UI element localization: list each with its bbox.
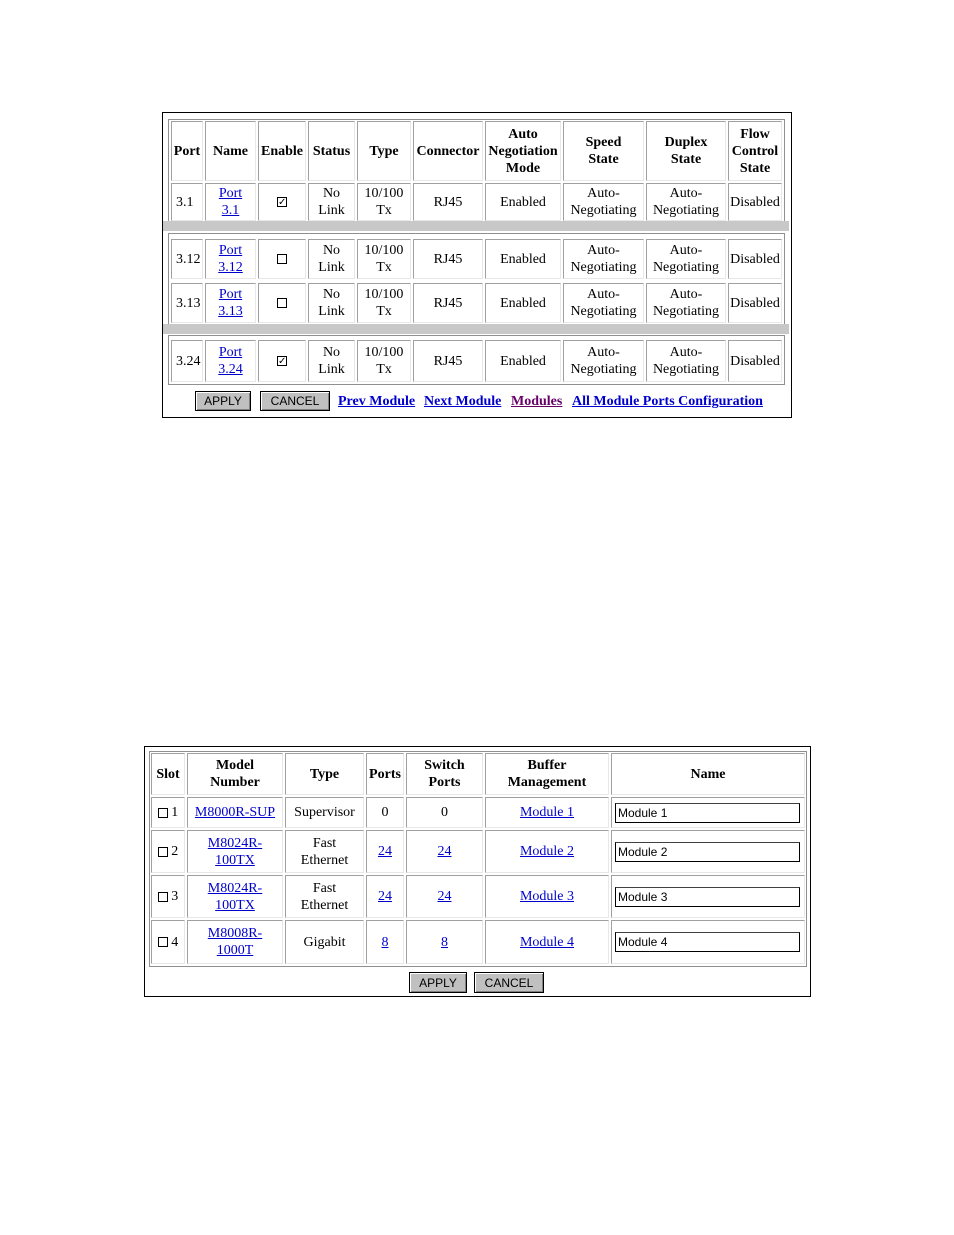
header-slot-label: Slot xyxy=(156,766,180,782)
slot-cell xyxy=(151,797,185,828)
type-line1: Fast xyxy=(312,835,337,851)
duplex-line1: Auto- xyxy=(669,287,703,302)
header-switch-line1: Switch xyxy=(424,758,465,773)
module-name-input[interactable]: Module 2 xyxy=(615,842,800,862)
type-cell xyxy=(285,797,364,828)
flow-cell xyxy=(728,239,782,279)
port-name-link-line2[interactable]: 3.1 xyxy=(221,203,240,218)
model-cell xyxy=(187,797,283,828)
buffer-cell xyxy=(485,875,609,918)
header-flow-line1: Flow xyxy=(740,126,770,142)
port-number-text: 3.24 xyxy=(176,353,201,369)
slot-checkbox[interactable] xyxy=(158,808,168,818)
flow-cell xyxy=(728,283,782,323)
auto-neg-cell xyxy=(485,239,561,279)
duplex-cell xyxy=(646,183,726,221)
duplex-line2: Negotiating xyxy=(652,203,720,218)
enable-cell xyxy=(258,340,306,382)
buffer-link[interactable]: Module 1 xyxy=(519,805,575,820)
modules-panel xyxy=(144,746,811,997)
status-line1: No xyxy=(322,243,341,258)
header-status xyxy=(308,121,355,181)
header-speed-line1: Speed xyxy=(585,135,622,150)
slot-number: 3 xyxy=(171,889,179,904)
connector-cell xyxy=(413,340,483,382)
ports-cell xyxy=(366,920,404,964)
header-duplex-state xyxy=(646,121,726,181)
modules-link[interactable]: Modules xyxy=(511,394,563,409)
status-line1: No xyxy=(322,186,341,201)
status-line2: Link xyxy=(318,260,345,275)
auto-neg-text: Enabled xyxy=(500,353,546,369)
port-name-link-line2[interactable]: 3.24 xyxy=(218,362,243,377)
port-name-link[interactable]: Port xyxy=(218,345,243,360)
header-ports-label: Ports xyxy=(369,766,401,782)
status-line2: Link xyxy=(318,203,345,218)
header-switch-ports xyxy=(406,753,483,795)
auto-neg-cell xyxy=(485,340,561,382)
header-buffer-line2: Management xyxy=(507,775,587,790)
connector-text: RJ45 xyxy=(433,353,463,369)
row-gap-divider xyxy=(163,324,789,334)
enable-checkbox[interactable]: ✓ xyxy=(278,356,287,367)
type-line2: Tx xyxy=(376,304,392,319)
all-module-ports-link[interactable]: All Module Ports Configuration xyxy=(572,394,763,409)
ports-cell xyxy=(366,875,404,918)
duplex-cell xyxy=(646,239,726,279)
speed-line1: Auto- xyxy=(587,186,620,201)
apply-button[interactable]: APPLY xyxy=(195,391,251,411)
model-cell xyxy=(187,875,283,918)
switch-ports-cell xyxy=(406,830,483,873)
header-ports xyxy=(366,753,404,795)
header-slot xyxy=(151,753,185,795)
slot-checkbox[interactable] xyxy=(158,892,168,902)
buffer-cell xyxy=(485,920,609,964)
ports-config-panel xyxy=(162,112,792,418)
buffer-cell xyxy=(485,797,609,828)
enable-checkbox[interactable] xyxy=(277,298,287,308)
slot-number: 4 xyxy=(171,934,179,950)
header-flow-control xyxy=(728,121,782,181)
header-model-line1: Model xyxy=(215,758,255,773)
header-enable-label: Enable xyxy=(260,143,303,159)
flow-cell xyxy=(728,340,782,382)
speed-cell xyxy=(563,283,644,323)
flow-text: Disabled xyxy=(730,194,780,210)
type-cell xyxy=(285,830,364,873)
ports-value: 0 xyxy=(381,805,389,820)
model-link[interactable]: M8000R-SUP xyxy=(194,805,276,820)
slot-number: 2 xyxy=(171,844,179,859)
port-name-link[interactable]: Port xyxy=(218,287,243,302)
status-line2: Link xyxy=(318,362,345,377)
model-link[interactable]: M8008R- xyxy=(207,926,263,941)
module-name-input[interactable]: Module 3 xyxy=(615,887,800,907)
type-cell xyxy=(357,340,411,382)
header-model-number xyxy=(187,753,283,795)
header-port-label: Port xyxy=(173,143,201,159)
module-name-input[interactable]: Module 1 xyxy=(615,803,800,823)
switch-ports-link[interactable]: 24 xyxy=(437,889,452,904)
type-line2: Ethernet xyxy=(300,897,349,913)
flow-cell xyxy=(728,183,782,221)
duplex-line1: Auto- xyxy=(669,243,703,258)
header-name-label: Name xyxy=(213,143,248,159)
type-cell xyxy=(357,239,411,279)
flow-text: Disabled xyxy=(730,251,780,267)
flow-text: Disabled xyxy=(730,353,780,369)
duplex-line2: Negotiating xyxy=(652,304,720,319)
ports-link[interactable]: 8 xyxy=(381,934,389,950)
type-line1: 10/100 xyxy=(364,243,404,258)
type-line2: Tx xyxy=(376,203,392,218)
header-model-line2: Number xyxy=(210,775,260,790)
duplex-line2: Negotiating xyxy=(652,362,720,377)
type-line1: 10/100 xyxy=(364,345,404,360)
type-cell xyxy=(357,283,411,323)
speed-line2: Negotiating xyxy=(570,260,637,275)
header-switch-line2: Ports xyxy=(428,775,461,790)
auto-neg-cell xyxy=(485,283,561,323)
header-type xyxy=(285,753,364,795)
cancel-button[interactable]: CANCEL xyxy=(260,391,330,411)
ports-cell xyxy=(366,830,404,873)
auto-neg-text: Enabled xyxy=(500,295,546,311)
duplex-cell xyxy=(646,340,726,382)
type-cell xyxy=(357,183,411,221)
model-link[interactable]: M8024R- xyxy=(207,880,263,896)
header-name xyxy=(611,753,805,795)
port-number xyxy=(171,239,203,279)
buffer-link[interactable]: Module 3 xyxy=(519,889,575,904)
header-buffer-line1: Buffer xyxy=(527,758,567,773)
port-name-link[interactable]: Port xyxy=(218,243,243,258)
speed-line1: Auto- xyxy=(587,243,620,258)
model-cell xyxy=(187,920,283,964)
slot-number: 1 xyxy=(171,805,179,820)
speed-cell xyxy=(563,239,644,279)
header-flow-line3: State xyxy=(739,160,771,176)
status-line1: No xyxy=(322,287,341,302)
header-type xyxy=(357,121,411,181)
type-cell xyxy=(285,920,364,964)
port-number-text: 3.12 xyxy=(176,251,201,267)
flow-text: Disabled xyxy=(730,295,780,311)
port-number xyxy=(171,340,203,382)
switch-ports-cell xyxy=(406,797,483,828)
header-speed-line2: State xyxy=(588,152,619,167)
row-gap-divider xyxy=(163,221,789,231)
header-enable xyxy=(258,121,306,181)
modules-cancel-button[interactable]: CANCEL xyxy=(474,972,544,993)
ports-link[interactable]: 24 xyxy=(378,844,392,859)
switch-ports-link[interactable]: 8 xyxy=(441,934,448,950)
port-name-link-line2[interactable]: 3.13 xyxy=(218,304,243,319)
duplex-cell xyxy=(646,283,726,323)
header-auto-line3: Mode xyxy=(505,160,541,176)
slot-checkbox[interactable] xyxy=(158,847,168,857)
ports-cell xyxy=(366,797,404,828)
enable-checkbox[interactable] xyxy=(277,254,287,264)
speed-line1: Auto- xyxy=(587,287,620,302)
port-number xyxy=(171,283,203,323)
switch-ports-link[interactable]: 24 xyxy=(437,844,452,859)
buffer-cell xyxy=(485,830,609,873)
status-cell xyxy=(308,283,355,323)
auto-neg-text: Enabled xyxy=(500,251,546,267)
header-buffer-management xyxy=(485,753,609,795)
speed-line2: Negotiating xyxy=(570,362,637,377)
slot-checkbox[interactable] xyxy=(158,937,168,947)
speed-cell xyxy=(563,340,644,382)
auto-neg-text: Enabled xyxy=(500,194,546,210)
port-number-text: 3.13 xyxy=(176,295,201,311)
speed-line2: Negotiating xyxy=(570,203,637,218)
model-cell xyxy=(187,830,283,873)
header-type-label: Type xyxy=(309,766,340,782)
connector-text: RJ45 xyxy=(433,194,463,210)
header-port xyxy=(171,121,203,181)
model-link-line2[interactable]: 100TX xyxy=(215,897,255,913)
next-module-link[interactable]: Next Module xyxy=(424,394,502,409)
enable-cell xyxy=(258,239,306,279)
type-text: Gigabit xyxy=(303,934,346,950)
type-text: Supervisor xyxy=(294,805,355,820)
duplex-line1: Auto- xyxy=(669,186,703,201)
port-number xyxy=(171,183,203,221)
header-name-label: Name xyxy=(690,766,726,782)
header-auto-line2: Negotiation xyxy=(488,143,558,159)
buffer-link[interactable]: Module 4 xyxy=(519,934,575,950)
connector-text: RJ45 xyxy=(433,251,463,267)
switch-ports-cell xyxy=(406,920,483,964)
header-duplex-line2: State xyxy=(670,152,702,167)
type-line2: Tx xyxy=(376,260,392,275)
speed-cell xyxy=(563,183,644,221)
header-auto-negotiation xyxy=(485,121,561,181)
connector-cell xyxy=(413,183,483,221)
type-line2: Tx xyxy=(376,362,392,377)
connector-cell xyxy=(413,283,483,323)
model-link-line2[interactable]: 100TX xyxy=(215,852,255,868)
slot-cell xyxy=(151,875,185,918)
speed-line2: Negotiating xyxy=(570,304,637,319)
header-connector-label: Connector xyxy=(416,143,480,159)
status-line1: No xyxy=(322,345,341,360)
port-name-cell xyxy=(205,239,256,279)
model-link-line2[interactable]: 1000T xyxy=(216,943,254,958)
connector-text: RJ45 xyxy=(433,295,463,311)
status-cell xyxy=(308,340,355,382)
port-name-link-line2[interactable]: 3.12 xyxy=(218,260,243,275)
auto-neg-cell xyxy=(485,183,561,221)
type-line1: 10/100 xyxy=(364,287,404,302)
duplex-line1: Auto- xyxy=(669,345,703,360)
type-line1: 10/100 xyxy=(364,186,404,201)
status-cell xyxy=(308,239,355,279)
type-cell xyxy=(285,875,364,918)
enable-checkbox[interactable]: ✓ xyxy=(278,197,287,208)
speed-line1: Auto- xyxy=(587,345,620,360)
duplex-line2: Negotiating xyxy=(652,260,720,275)
model-link[interactable]: M8024R- xyxy=(207,835,263,851)
ports-link[interactable]: 24 xyxy=(378,889,392,904)
port-number-text: 3.1 xyxy=(176,194,194,210)
header-name xyxy=(205,121,256,181)
header-connector xyxy=(413,121,483,181)
slot-cell xyxy=(151,830,185,873)
connector-cell xyxy=(413,239,483,279)
header-speed-state xyxy=(563,121,644,181)
switch-ports-value: 0 xyxy=(441,805,448,820)
enable-cell xyxy=(258,183,306,221)
header-type-label: Type xyxy=(369,143,399,159)
status-line2: Link xyxy=(318,304,345,319)
port-name-cell xyxy=(205,183,256,221)
prev-module-link[interactable]: Prev Module xyxy=(338,394,416,409)
port-name-cell xyxy=(205,283,256,323)
header-auto-line1: Auto xyxy=(508,126,538,142)
header-flow-line2: Control xyxy=(731,143,779,159)
modules-apply-button[interactable]: APPLY xyxy=(409,972,467,993)
port-name-cell xyxy=(205,340,256,382)
slot-cell xyxy=(151,920,185,964)
type-line2: Ethernet xyxy=(300,852,349,868)
switch-ports-cell xyxy=(406,875,483,918)
type-line1: Fast xyxy=(312,880,337,896)
status-cell xyxy=(308,183,355,221)
header-duplex-line1: Duplex xyxy=(664,135,708,150)
port-name-link[interactable]: Port xyxy=(218,186,243,201)
enable-cell xyxy=(258,283,306,323)
header-status-label: Status xyxy=(312,143,351,159)
buffer-link[interactable]: Module 2 xyxy=(519,844,575,859)
module-name-input[interactable]: Module 4 xyxy=(615,932,800,952)
